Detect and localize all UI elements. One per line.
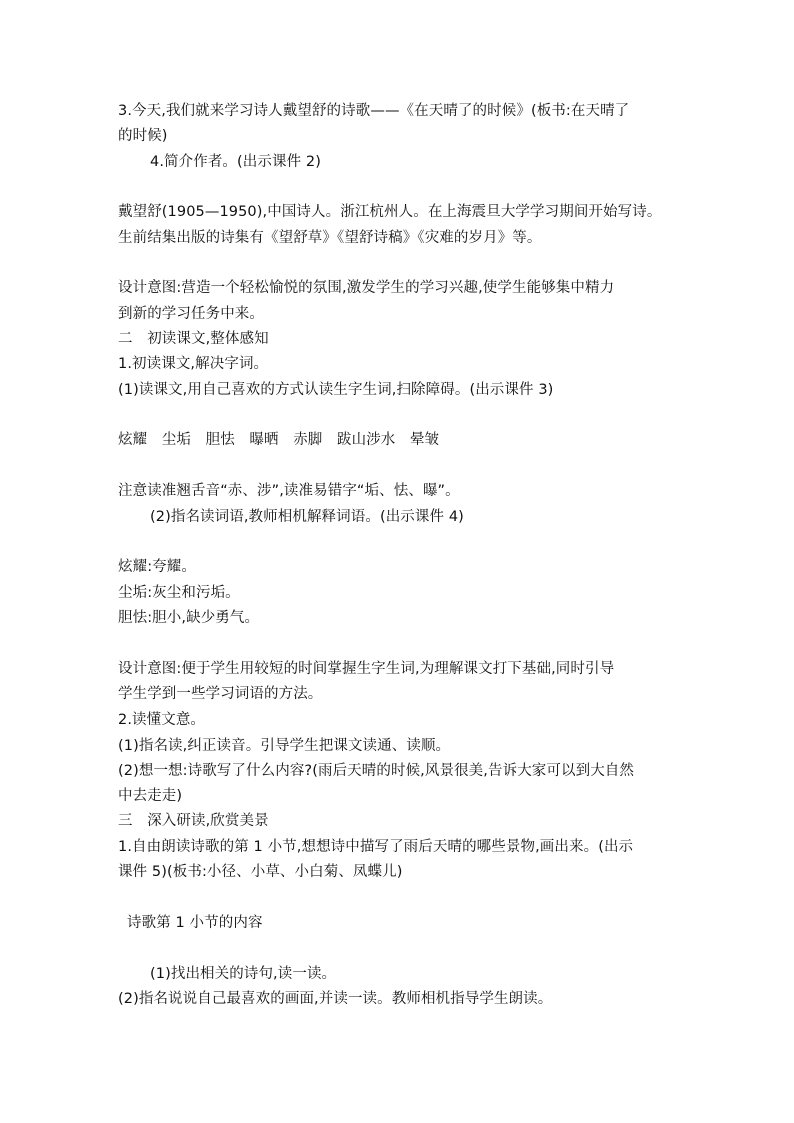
paragraph-line: (2)指名说说自己最喜欢的画面,并读一读。教师相机指导学生朗读。 <box>118 991 553 1007</box>
definition-line: 胆怯:胆小,缺少勇气。 <box>118 610 260 626</box>
paragraph-line: 4.简介作者。(出示课件 2) <box>150 154 321 170</box>
vocabulary-list: 炫耀 尘垢 胆怯 曝晒 赤脚 跋山涉水 晕皱 <box>118 432 440 448</box>
design-intent-line: 设计意图:营造一个轻松愉悦的氛围,激发学生的学习兴趣,使学生能够集中精力 <box>118 280 615 296</box>
paragraph-line: (1)指名读,纠正读音。引导学生把课文读通、读顺。 <box>118 738 451 754</box>
caption-line: 诗歌第 1 小节的内容 <box>127 915 263 931</box>
design-intent-line: 到新的学习任务中来。 <box>118 306 264 322</box>
paragraph-line: (2)指名读词语,教师相机解释词语。(出示课件 4) <box>150 509 464 525</box>
paragraph-line: 的时候) <box>118 128 168 144</box>
paragraph-line: (1)读课文,用自己喜欢的方式认读生字生词,扫除障碍。(出示课件 3) <box>118 382 554 398</box>
paragraph-line: 3.今天,我们就来学习诗人戴望舒的诗歌——《在天晴了的时候》(板书:在天晴了 <box>118 103 630 119</box>
paragraph-line: 中去走走) <box>118 788 183 804</box>
design-intent-line: 学生学到一些学习词语的方法。 <box>118 686 323 702</box>
paragraph-line: 注意读准翘舌音“赤、涉”,读准易错字“垢、怯、曝”。 <box>118 483 460 499</box>
paragraph-line: 2.读懂文意。 <box>118 712 206 728</box>
author-intro-line: 戴望舒(1905—1950),中国诗人。浙江杭州人。在上海震旦大学学习期间开始写诗。 <box>118 204 662 220</box>
section-heading: 二 初读课文,整体感知 <box>118 331 269 347</box>
section-heading: 三 深入研读,欣赏美景 <box>118 813 269 829</box>
paragraph-line: 1.初读课文,解决字词。 <box>118 356 269 372</box>
paragraph-line: 课件 5)(板书:小径、小草、小白菊、凤蝶儿) <box>118 864 403 880</box>
paragraph-line: 1.自由朗读诗歌的第 1 小节,想想诗中描写了雨后天晴的哪些景物,画出来。(出示 <box>118 839 634 855</box>
author-intro-line: 生前结集出版的诗集有《望舒草》《望舒诗稿》《灾难的岁月》等。 <box>118 230 542 246</box>
design-intent-line: 设计意图:便于学生用较短的时间掌握生字生词,为理解课文打下基础,同时引导 <box>118 661 615 677</box>
definition-line: 炫耀:夸耀。 <box>118 559 196 575</box>
paragraph-line: (1)找出相关的诗句,读一读。 <box>150 966 337 982</box>
paragraph-line: (2)想一想:诗歌写了什么内容?(雨后天晴的时候,风景很美,告诉大家可以到大自然 <box>118 763 634 779</box>
definition-line: 尘垢:灰尘和污垢。 <box>118 585 240 601</box>
